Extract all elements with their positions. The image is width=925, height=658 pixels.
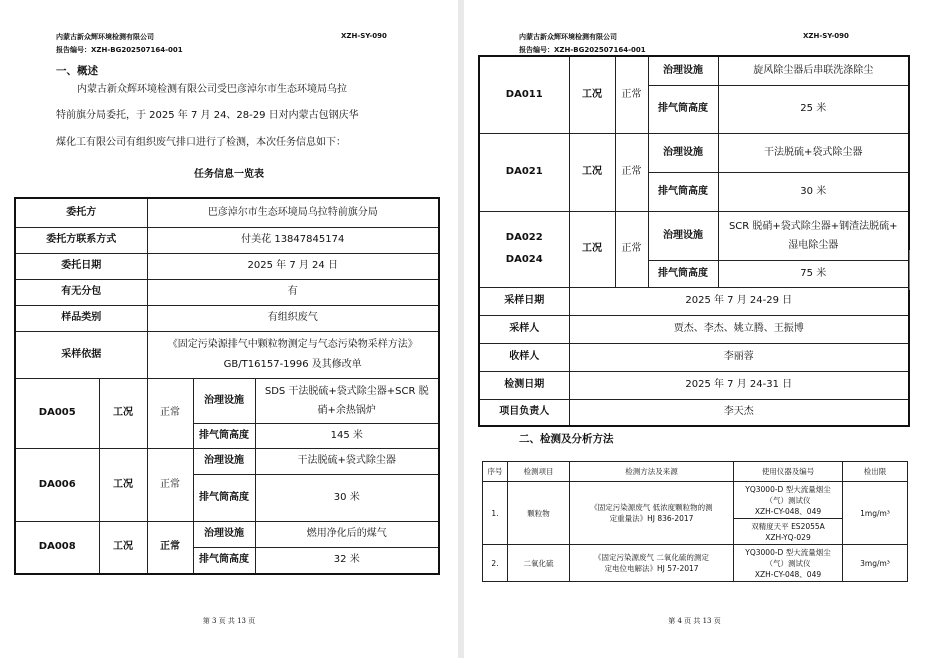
method-item: 二氧化硫 xyxy=(508,545,570,582)
info-row xyxy=(479,399,909,426)
facility-label: 治理设施 xyxy=(648,211,718,260)
condition-value: 正常 xyxy=(615,133,648,211)
info-value: 2025 年 7 月 24-29 日 xyxy=(569,287,909,315)
info-value: 2025 年 7 月 24-31 日 xyxy=(569,371,909,399)
condition-label: 工况 xyxy=(569,56,615,133)
info-row xyxy=(15,305,439,331)
instrument-line: （气）测试仪 xyxy=(765,495,811,505)
task-info-table-continued xyxy=(478,55,910,427)
header-company: 内蒙古新众辉环境检测有限公司 xyxy=(519,33,617,41)
methods-table xyxy=(482,461,908,582)
method-row xyxy=(483,545,908,582)
info-value: 有 xyxy=(147,279,439,305)
col-header: 使用仪器及编号 xyxy=(734,462,843,482)
facility-line: SDS 干法脱硫+袋式除尘器+SCR 脱 xyxy=(264,385,429,397)
instrument-line: XZH-CY-048、049 xyxy=(754,506,822,516)
outlet-row xyxy=(479,56,909,85)
facility-value xyxy=(718,211,909,260)
col-header: 检测项目 xyxy=(508,462,570,482)
method-source-line: 定电位电解法》HJ 57-2017 xyxy=(604,564,699,573)
condition-label: 工况 xyxy=(569,211,615,287)
task-info-table xyxy=(14,197,440,575)
instrument-line: XZH-CY-048、049 xyxy=(754,569,822,579)
facility-line: 硝+余热锅炉 xyxy=(317,404,376,416)
page-footer: 第 3 页 共 13 页 xyxy=(202,617,256,625)
method-source-line: 定重量法》HJ 836-2017 xyxy=(609,514,694,523)
info-row xyxy=(15,227,439,253)
info-value: 巴彦淖尔市生态环境局乌拉特前旗分局 xyxy=(147,198,439,227)
facility-label: 治理设施 xyxy=(648,133,718,172)
condition-label: 工况 xyxy=(99,378,147,448)
info-value: 有组织废气 xyxy=(147,305,439,331)
height-label: 排气筒高度 xyxy=(193,547,255,574)
condition-label: 工况 xyxy=(569,133,615,211)
sampling-basis-line-1: 《固定污染源排气中颗粒物测定与气态污染物采样方法》 xyxy=(167,338,418,350)
info-label: 收样人 xyxy=(479,343,569,371)
info-row xyxy=(479,287,909,315)
methods-header-row xyxy=(483,462,908,482)
instrument-line: XZH-YQ-029 xyxy=(765,532,811,542)
height-value: 75 米 xyxy=(718,260,909,287)
height-value: 30 米 xyxy=(718,172,909,211)
header-code: XZH-SY-090 xyxy=(341,32,387,40)
facility-value: 干法脱硫+袋式除尘器 xyxy=(718,133,909,172)
height-value: 145 米 xyxy=(255,423,439,448)
method-instrument xyxy=(734,482,843,519)
info-value: 李丽蓉 xyxy=(569,343,909,371)
info-value: 贾杰、李杰、姚立腾、王振博 xyxy=(569,315,909,343)
header-report-no: 报告编号：XZH-BG202507164-001 xyxy=(56,46,183,54)
outlet-id-line: DA024 xyxy=(505,254,543,265)
facility-label: 治理设施 xyxy=(193,378,255,423)
facility-value xyxy=(255,378,439,423)
method-no: 1. xyxy=(483,482,508,545)
condition-value: 正常 xyxy=(147,448,193,521)
header-code: XZH-SY-090 xyxy=(803,32,849,40)
page-3 xyxy=(0,0,458,658)
overview-line-3: 煤化工有限公司有组织废气排口进行了检测，本次任务信息如下： xyxy=(56,137,346,148)
col-header: 检出限 xyxy=(843,462,908,482)
facility-label: 治理设施 xyxy=(648,56,718,85)
info-row xyxy=(15,253,439,279)
outlet-row xyxy=(15,521,439,547)
height-label: 排气筒高度 xyxy=(193,474,255,521)
stamp-edge-mark xyxy=(909,250,923,290)
info-value: 李天杰 xyxy=(569,399,909,426)
facility-line: 湿电除尘器 xyxy=(788,239,839,251)
sampling-basis-line-2: GB/T16157-1996 及其修改单 xyxy=(223,358,362,370)
facility-label: 治理设施 xyxy=(193,448,255,474)
height-label: 排气筒高度 xyxy=(648,260,718,287)
info-row xyxy=(15,198,439,227)
method-item: 颗粒物 xyxy=(508,482,570,545)
outlet-id: DA011 xyxy=(479,56,569,133)
outlet-row xyxy=(479,133,909,172)
method-instrument xyxy=(734,519,843,545)
method-row xyxy=(483,482,908,519)
height-label: 排气筒高度 xyxy=(648,172,718,211)
info-row xyxy=(479,343,909,371)
overview-line-1: 内蒙古新众辉环境检测有限公司受巴彦淖尔市生态环境局乌拉 xyxy=(77,84,347,95)
condition-value: 正常 xyxy=(615,211,648,287)
instrument-line: （气）测试仪 xyxy=(765,558,811,568)
condition-label: 工况 xyxy=(99,521,147,574)
info-value: 2025 年 7 月 24 日 xyxy=(147,253,439,279)
outlet-row xyxy=(15,378,439,423)
outlet-id: DA005 xyxy=(15,378,99,448)
instrument-line: YQ3000-D 型大流量烟尘 xyxy=(745,547,831,557)
info-label: 样品类别 xyxy=(15,305,147,331)
outlet-id: DA008 xyxy=(15,521,99,574)
outlet-row xyxy=(479,211,909,260)
page-footer: 第 4 页 共 13 页 xyxy=(668,617,721,625)
info-label: 委托日期 xyxy=(15,253,147,279)
height-value: 25 米 xyxy=(718,85,909,133)
instrument-line: 双精度天平 ES2055A xyxy=(751,521,825,531)
outlet-id xyxy=(479,211,569,287)
info-label: 有无分包 xyxy=(15,279,147,305)
section-title-overview: 一、概述 xyxy=(56,65,98,77)
outlet-row xyxy=(15,448,439,474)
info-row xyxy=(15,279,439,305)
info-label: 委托方联系方式 xyxy=(15,227,147,253)
info-row xyxy=(479,315,909,343)
header-report-no: 报告编号：XZH-BG202507164-001 xyxy=(519,46,646,54)
facility-value: 旋风除尘器后串联洗涤除尘 xyxy=(718,56,909,85)
method-no: 2. xyxy=(483,545,508,582)
method-source-line: 《固定污染源废气 低浓度颗粒物的测 xyxy=(590,503,713,512)
info-label: 采样日期 xyxy=(479,287,569,315)
outlet-id: DA021 xyxy=(479,133,569,211)
info-label: 委托方 xyxy=(15,198,147,227)
facility-label: 治理设施 xyxy=(193,521,255,547)
facility-value: 燃用净化后的煤气 xyxy=(255,521,439,547)
info-label: 项目负责人 xyxy=(479,399,569,426)
outlet-id: DA006 xyxy=(15,448,99,521)
method-source xyxy=(570,545,734,582)
facility-value: 干法脱硫+袋式除尘器 xyxy=(255,448,439,474)
method-instrument xyxy=(734,545,843,582)
info-label: 检测日期 xyxy=(479,371,569,399)
info-value: 付美花 13847845174 xyxy=(147,227,439,253)
col-header: 检测方法及来源 xyxy=(570,462,734,482)
condition-value: 正常 xyxy=(147,521,193,574)
height-value: 32 米 xyxy=(255,547,439,574)
info-value xyxy=(147,331,439,378)
table-caption: 任务信息一览表 xyxy=(194,169,264,180)
condition-value: 正常 xyxy=(147,378,193,448)
height-value: 30 米 xyxy=(255,474,439,521)
col-header: 序号 xyxy=(483,462,508,482)
info-label: 采样人 xyxy=(479,315,569,343)
method-source-line: 《固定污染源废气 二氧化硫的测定 xyxy=(594,553,709,562)
instrument-line: YQ3000-D 型大流量烟尘 xyxy=(745,484,831,494)
condition-label: 工况 xyxy=(99,448,147,521)
info-row xyxy=(479,371,909,399)
method-source xyxy=(570,482,734,545)
overview-line-2: 特前旗分局委托，于 2025 年 7 月 24、28-29 日对内蒙古包钢庆华 xyxy=(56,110,359,121)
method-limit: 3mg/m³ xyxy=(843,545,908,582)
page-4 xyxy=(464,0,925,658)
height-label: 排气筒高度 xyxy=(648,85,718,133)
facility-line: SCR 脱硝+袋式除尘器+钢渣法脱硫+ xyxy=(728,220,898,232)
condition-value: 正常 xyxy=(615,56,648,133)
section-title-methods: 二、检测及分析方法 xyxy=(519,433,614,445)
info-row xyxy=(15,331,439,378)
info-label: 采样依据 xyxy=(15,331,147,378)
header-company: 内蒙古新众辉环境检测有限公司 xyxy=(56,33,154,41)
method-limit: 1mg/m³ xyxy=(843,482,908,545)
outlet-id-line: DA022 xyxy=(505,232,543,243)
height-label: 排气筒高度 xyxy=(193,423,255,448)
